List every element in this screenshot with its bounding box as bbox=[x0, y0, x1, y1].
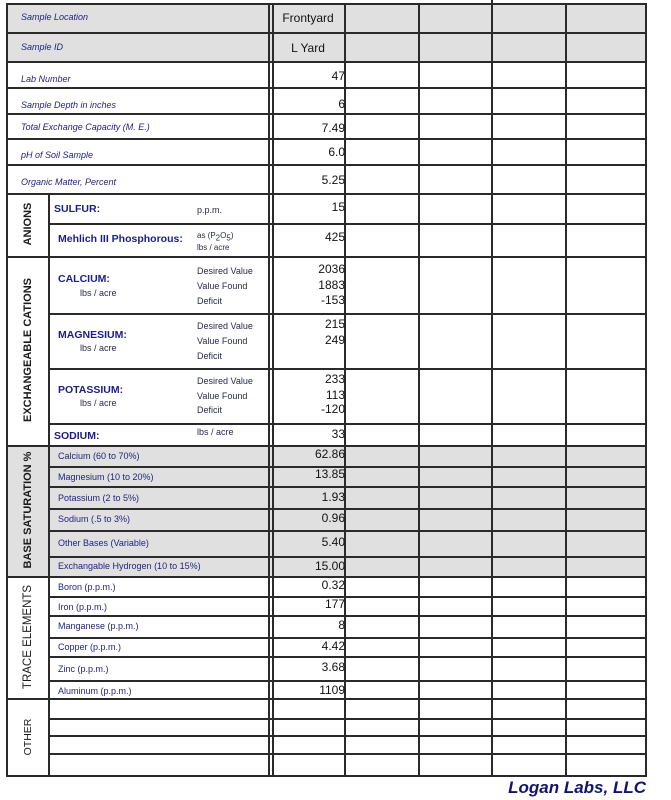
base-saturation-section-label: BASE SATURATION % bbox=[22, 451, 34, 569]
base-saturation-row-value: 13.85 bbox=[314, 467, 345, 481]
base-saturation-row-label: Magnesium (10 to 20%) bbox=[58, 472, 154, 482]
calcium-desired-label: Desired Value bbox=[197, 266, 253, 276]
total-exchange-capacity-label: Total Exchange Capacity (M. E.) bbox=[21, 122, 150, 132]
sample-column-divider bbox=[491, 3, 493, 777]
lab-number-label: Lab Number bbox=[21, 74, 71, 84]
calcium-unit: lbs / acre bbox=[80, 288, 117, 298]
potassium-found-label: Value Found bbox=[197, 391, 248, 401]
sample-depth-label: Sample Depth in inches bbox=[21, 100, 117, 110]
row-divider bbox=[48, 368, 647, 370]
row-divider bbox=[48, 530, 647, 532]
organic-matter-value: 5.25 bbox=[321, 173, 345, 187]
table-right-border bbox=[645, 3, 647, 777]
base-saturation-row-value: 15.00 bbox=[314, 559, 345, 573]
company-logo-text: Logan Labs, LLC bbox=[508, 778, 646, 797]
trace-element-row-label: Copper (p.p.m.) bbox=[58, 642, 122, 652]
magnesium-found-label: Value Found bbox=[197, 336, 248, 346]
sodium-label: SODIUM: bbox=[54, 430, 100, 442]
sample-id-value: L Yard bbox=[291, 41, 325, 55]
sulfur-unit: p.p.m. bbox=[197, 205, 223, 215]
trace-element-row-label: Aluminum (p.p.m.) bbox=[58, 686, 132, 696]
row-divider bbox=[6, 164, 647, 166]
section-label-divider bbox=[48, 193, 50, 777]
potassium-desired-label: Desired Value bbox=[197, 376, 253, 386]
base-saturation-row-label: Sodium (.5 to 3%) bbox=[58, 514, 131, 524]
trace-elements-section-label: TRACE ELEMENTS bbox=[22, 584, 34, 690]
calcium-label: CALCIUM: bbox=[58, 273, 110, 285]
sodium-unit: lbs / acre bbox=[197, 427, 234, 437]
potassium-deficit-label: Deficit bbox=[197, 405, 223, 415]
trace-element-row-label: Iron (p.p.m.) bbox=[58, 602, 108, 612]
phosphorus-unit: lbs / acre bbox=[197, 243, 230, 252]
table-bottom-border bbox=[6, 775, 647, 777]
magnesium-label: MAGNESIUM: bbox=[58, 329, 127, 341]
row-divider bbox=[48, 508, 647, 510]
sample-location-value: Frontyard bbox=[282, 11, 334, 25]
calcium-deficit-label: Deficit bbox=[197, 296, 223, 306]
base-saturation-row-value: 1.93 bbox=[321, 490, 345, 504]
row-divider bbox=[6, 61, 647, 63]
base-saturation-row-value: 62.86 bbox=[314, 447, 345, 461]
row-divider bbox=[6, 113, 647, 115]
trace-element-row-label: Manganese (p.p.m.) bbox=[58, 621, 139, 631]
row-divider bbox=[6, 87, 647, 89]
sodium-value: 33 bbox=[331, 427, 345, 441]
magnesium-desired-label: Desired Value bbox=[197, 321, 253, 331]
row-divider bbox=[6, 138, 647, 140]
row-divider bbox=[48, 718, 647, 720]
double-divider-left bbox=[268, 3, 270, 777]
row-divider bbox=[48, 486, 647, 488]
trace-element-row-value: 4.42 bbox=[321, 639, 345, 653]
sample-location-label: Sample Location bbox=[21, 12, 89, 22]
potassium-desired-value: 233 bbox=[324, 372, 345, 386]
potassium-label: POTASSIUM: bbox=[58, 384, 124, 396]
base-saturation-row-value: 0.96 bbox=[321, 511, 345, 525]
total-exchange-capacity-value: 7.49 bbox=[321, 121, 345, 135]
trace-element-row-label: Boron (p.p.m.) bbox=[58, 582, 116, 592]
base-saturation-row-label: Potassium (2 to 5%) bbox=[58, 493, 140, 503]
potassium-deficit-value: -120 bbox=[320, 402, 345, 416]
base-saturation-row-label: Calcium (60 to 70%) bbox=[58, 451, 140, 461]
trace-element-row-value: 3.68 bbox=[321, 660, 345, 674]
sample-id-label: Sample ID bbox=[21, 42, 64, 52]
row-divider bbox=[48, 223, 647, 225]
sample-column-divider bbox=[565, 3, 567, 777]
phosphorus-unit-formula: as $(P_2O_5)$ bbox=[197, 231, 234, 243]
base-saturation-row-label: Exchangable Hydrogen (10 to 15%) bbox=[58, 561, 201, 571]
calcium-desired-value: 2036 bbox=[318, 262, 345, 276]
potassium-found-value: 113 bbox=[325, 388, 345, 402]
row-divider bbox=[48, 735, 647, 737]
table-left-border bbox=[6, 3, 8, 777]
trace-element-row-label: Zinc (p.p.m.) bbox=[58, 664, 109, 674]
row-divider bbox=[6, 193, 647, 195]
calcium-deficit-value: -153 bbox=[320, 293, 345, 307]
magnesium-deficit-label: Deficit bbox=[197, 351, 223, 361]
row-divider bbox=[48, 556, 647, 558]
sample-column-divider bbox=[418, 3, 420, 777]
row-divider bbox=[48, 313, 647, 315]
section-divider bbox=[6, 256, 647, 258]
trace-element-row-value: 1109 bbox=[319, 683, 345, 697]
ph-value: 6.0 bbox=[328, 145, 345, 159]
phosphorus-label: Mehlich III Phosphorous: bbox=[58, 233, 183, 245]
exchangeable-cations-section-label: EXCHANGEABLE CATIONS bbox=[22, 277, 34, 423]
row-divider bbox=[48, 656, 647, 658]
base-saturation-row-label: Other Bases (Variable) bbox=[58, 538, 149, 548]
lab-number-value: 47 bbox=[331, 69, 345, 83]
sample-depth-value: 6 bbox=[338, 97, 345, 111]
sulfur-value: 15 bbox=[331, 200, 345, 214]
organic-matter-label: Organic Matter, Percent bbox=[21, 177, 117, 187]
ph-label: pH of Soil Sample bbox=[21, 150, 94, 160]
row-divider bbox=[48, 466, 647, 468]
sulfur-label: SULFUR: bbox=[54, 203, 101, 215]
row-divider bbox=[48, 753, 647, 755]
phosphorus-value: 425 bbox=[324, 230, 345, 244]
row-divider bbox=[48, 680, 647, 682]
table-top-border bbox=[6, 3, 647, 5]
base-saturation-row-value: 5.40 bbox=[321, 535, 345, 549]
row-divider bbox=[6, 32, 647, 34]
anions-section-label: ANIONS bbox=[22, 202, 34, 246]
trace-element-row-value: 177 bbox=[324, 597, 345, 611]
trace-element-row-value: 8 bbox=[338, 618, 345, 632]
trace-element-row-value: 0.32 bbox=[321, 578, 345, 592]
magnesium-desired-value: 215 bbox=[324, 317, 345, 331]
magnesium-found-value: 249 bbox=[324, 333, 345, 347]
row-divider bbox=[48, 596, 647, 598]
row-divider bbox=[48, 423, 647, 425]
magnesium-unit: lbs / acre bbox=[80, 343, 117, 353]
calcium-found-label: Value Found bbox=[197, 281, 248, 291]
other-section-label: OTHER bbox=[22, 718, 34, 756]
potassium-unit: lbs / acre bbox=[80, 398, 117, 408]
row-divider bbox=[48, 615, 647, 617]
sample-column-divider bbox=[491, 0, 493, 5]
row-divider bbox=[48, 637, 647, 639]
calcium-found-value: 1883 bbox=[318, 278, 345, 292]
